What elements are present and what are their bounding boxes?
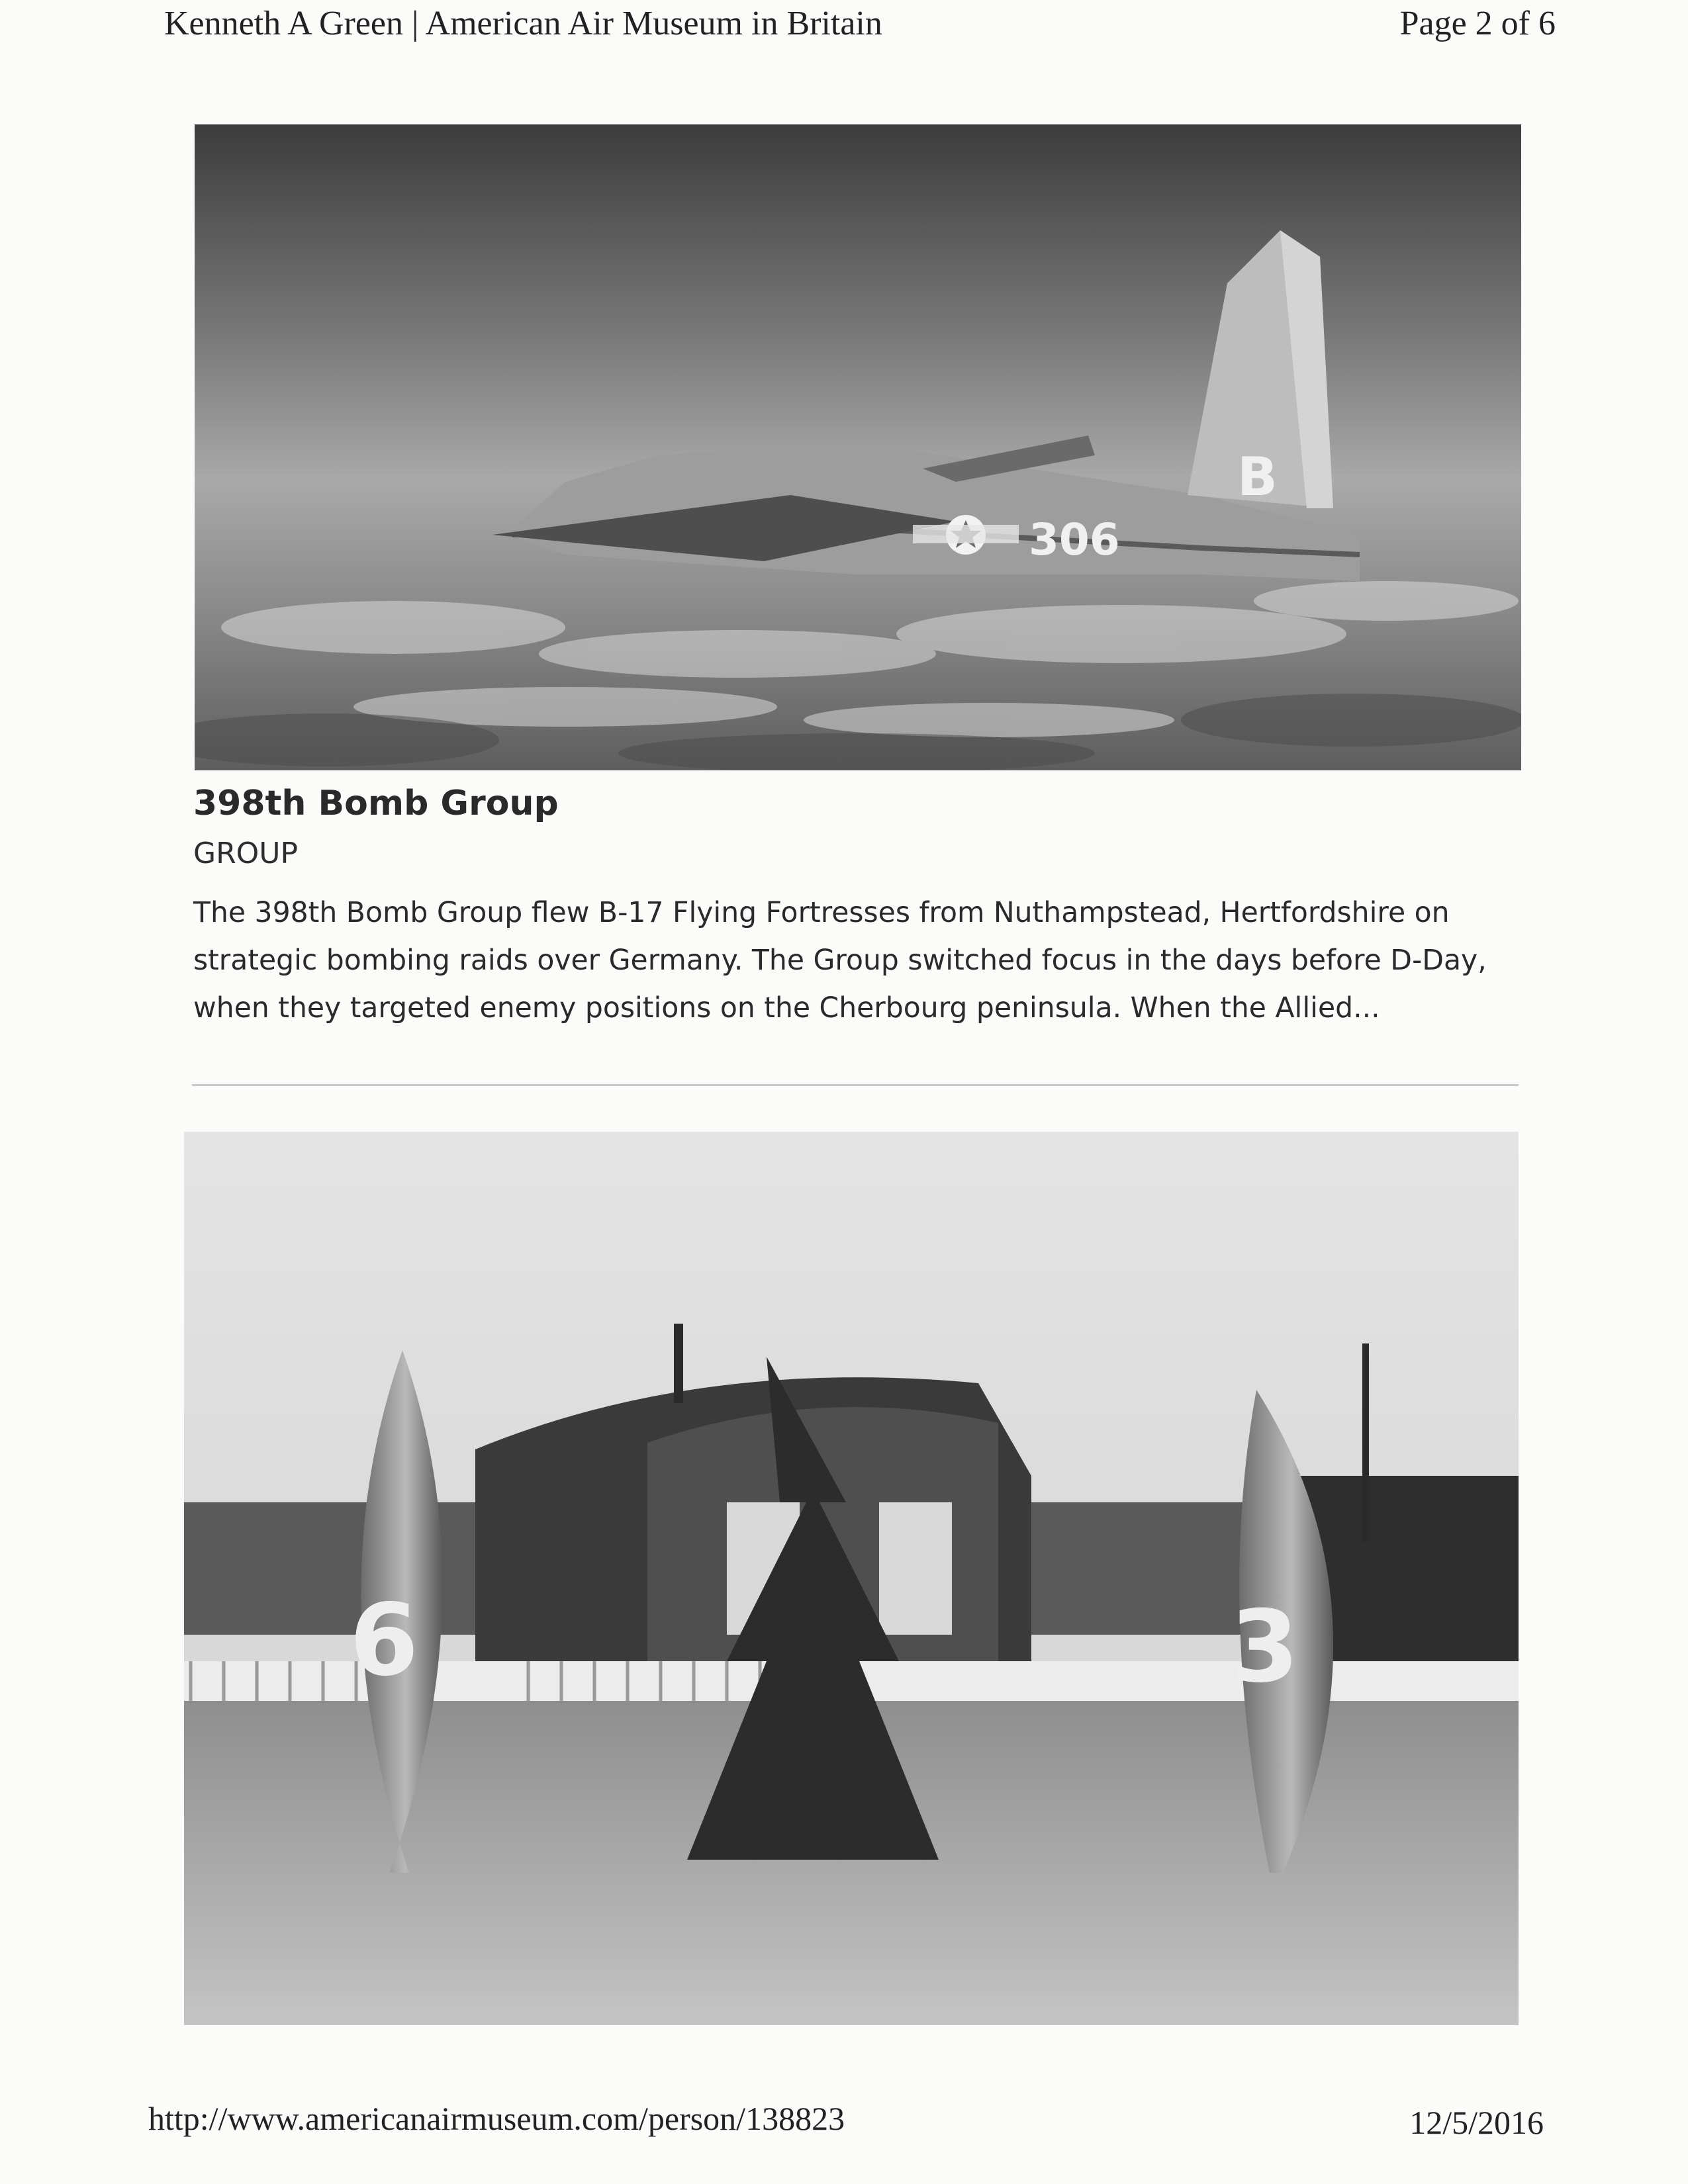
b17-photo-graphic [195, 124, 1521, 770]
nissen-hut-photo-graphic [184, 1132, 1519, 2025]
group-title[interactable]: 398th Bomb Group [193, 784, 559, 823]
tail-letter: B [1237, 446, 1278, 508]
group-description: The 398th Bomb Group flew B-17 Flying Fortresses from Nuthampstead, Hertfordshire on strategic bombing raids over Germany. The Group switched focus in the days before D-Day, when they targeted enemy positions on the Cherbourg peninsula. When the Allied... [193, 897, 1487, 1024]
print-date: 12/5/2016 [1409, 2104, 1544, 2141]
nissen-hut-bomb-markers-photo[interactable] [184, 1132, 1519, 2025]
right-marker-number: 3 [1230, 1590, 1299, 1705]
page-url[interactable]: http://www.americanairmuseum.com/person/138823 [148, 2100, 845, 2137]
fuselage-number: 306 [1029, 514, 1120, 565]
entry-type-label: GROUP [193, 837, 299, 870]
page-number: Page 2 of 6 [1399, 5, 1556, 42]
left-marker-number: 6 [350, 1583, 419, 1698]
page-header-source: Kenneth A Green | American Air Museum in Britain [164, 5, 882, 42]
section-divider [192, 1084, 1519, 1086]
b17-aircraft-photo[interactable] [195, 124, 1521, 770]
